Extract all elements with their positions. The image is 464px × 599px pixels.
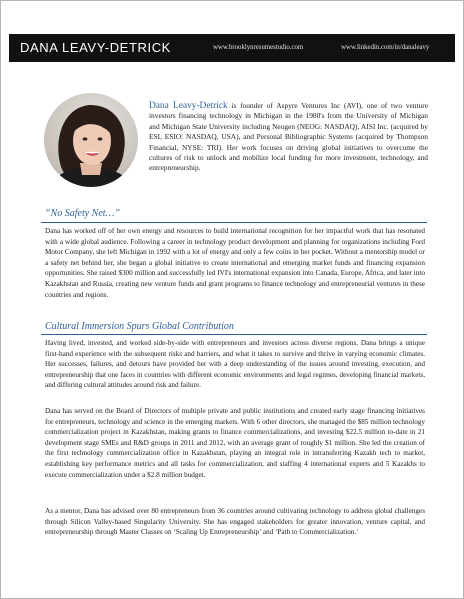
website-link[interactable]: www.brooklynresumestudio.com (213, 44, 304, 51)
paragraph-cultural-immersion: Having lived, invested, and worked side-by-side with entrepreneurs and investors across diverse regions, Dana brings a unique first-hand experience with the subsequent risks and barriers, and what it takes to survive and thrive in varying economic climates. Her successes, failures, and detours have provided her with a deep understanding of the issues around investing, execution, and entrepreneurship that one faces in countries with different economic environments and legal regimes, developing financial markets, and differing cultural attitudes around risk and failure. (45, 339, 425, 390)
person-name: DANA LEAVY-DETRICK (20, 40, 171, 55)
section-divider (41, 334, 427, 335)
section-title-cultural-immersion: Cultural Immersion Spurs Global Contribution (45, 321, 234, 332)
paragraph-no-safety-net: Dana has worked off of her own energy and resources to build international recognition for her impactful work that has resonated with a wide global audience. Following a career in technology product development and planning for organizations including Ford Motor Company, she left Michigan in 1992 with a lot of energy and only a few coins in her pocket. Without a mentorship model or a safety net behind her, she began a global initiative to create international and emerging market funds and financing expansion opportunities. She raised $300 million and successfully led IVI's international expansion into Canada, Europe, Africa, and later into Kazakhstan and Russia, creating new venture funds and grant programs to finance technology and entrepreneurial ventures in these countries and regions. (45, 227, 425, 299)
section-title-no-safety-net: “No Safety Net…” (45, 208, 121, 219)
paragraph-board-service: Dana has served on the Board of Directors of multiple private and public institutions and created early stage financing initiatives for entrepreneurs, technology and science in the emerging markets. With 6 other directors, she managed the $85 million technology commercialization project in Kazakhstan, making grants to finance commercializations, and investing $22.5 million to-date in 21 development stage SMEs and R&D groups in 2011 and 2012, with an average grant of roughly $1 million. She led the creation of the first technology commercialization office in Kazakhstan, playing an integral role in intransferring Kazakh tech to market, establishing key performance metrics and all tasks for commercialization, and staffing 4 international experts and 5 Kazakhs to execute commercialization under a $2.8 million budget. (45, 407, 425, 479)
intro-paragraph (149, 101, 428, 174)
paragraph-mentor (45, 506, 425, 538)
mentor-text: As a mentor, Dana has advised over 80 entrepreneurs from 36 countries around cultivating technology to address global challenges through Silicon Valley-based Singularity University. She has engaged stakeholders for greater innovation, venture capital, and entrepreneurship through Master Classes on ‘Scaling Up Entrepreneurship’ and ‘Path to Commercialization. (45, 507, 425, 537)
portrait-image (44, 93, 138, 187)
closing-quote-mark: ’ (356, 528, 359, 537)
intro-name: Dana Leavy-Detrick (149, 101, 228, 111)
intro-text: is founder of Aspyre Ventures Inc (AVI), one of two venture investors financing technology in Michigan in the 1980's from the University of Michigan and Michigan State University including Neogen (NEOG: NASDAQ), AISI Inc. (acquired by ESI, ESIO: NASDAQ, USA), and Personal Bibliographic Systems (acquired by Thompson Financial, NYSE: TRI). Her work focuses on driving global initiatives to overcome the cultures of risk to unlock and mobilize local funding for more investment, technology, and entrepreneurship. (149, 101, 428, 173)
header-bar (9, 34, 455, 62)
linkedin-link[interactable]: www.linkedin.com/in/danaleavy (341, 44, 430, 51)
section-divider (41, 222, 427, 223)
profile-photo (44, 93, 138, 187)
